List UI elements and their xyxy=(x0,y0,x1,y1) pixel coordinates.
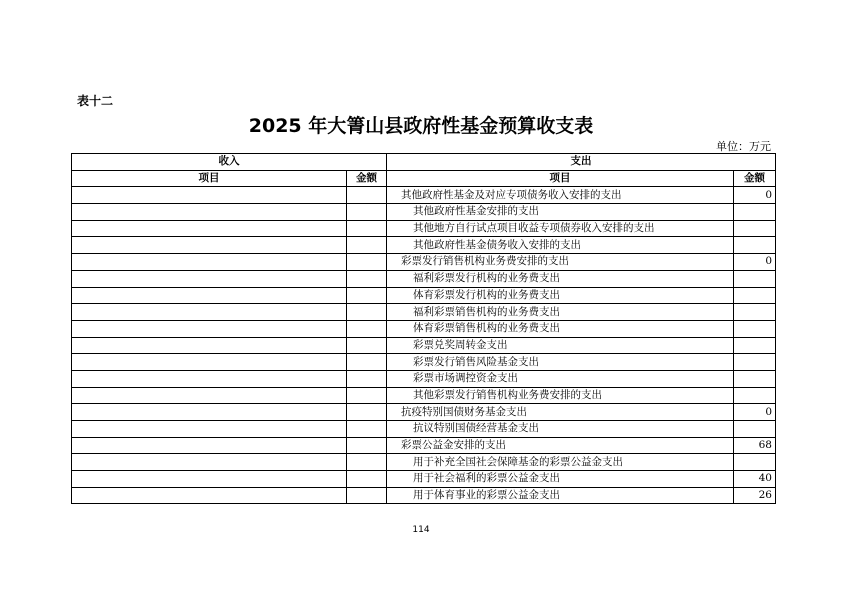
income-item-header: 项目 xyxy=(72,170,347,187)
expense-amount-cell: 40 xyxy=(734,471,776,488)
income-item-cell xyxy=(72,237,347,254)
expense-amount-cell xyxy=(734,421,776,438)
expense-item-cell: 体育彩票发行机构的业务费支出 xyxy=(387,287,734,304)
expense-amount-cell xyxy=(734,387,776,404)
table-row xyxy=(72,421,776,438)
unit-label: 单位：万元 xyxy=(716,140,771,153)
expense-amount-cell xyxy=(734,237,776,254)
expense-amount-cell: 0 xyxy=(734,254,776,271)
table-row xyxy=(72,337,776,354)
income-amount-cell xyxy=(347,487,387,504)
expense-item-cell: 其他地方自行试点项目收益专项债券收入安排的支出 xyxy=(387,220,734,237)
table-row xyxy=(72,254,776,271)
page-title: 2025 年大箐山县政府性基金预算收支表 xyxy=(248,115,594,137)
income-amount-cell xyxy=(347,437,387,454)
income-amount-cell xyxy=(347,454,387,471)
table-row xyxy=(72,270,776,287)
expense-item-cell: 彩票发行销售风险基金支出 xyxy=(387,354,734,371)
header-row-2 xyxy=(72,170,776,187)
income-header: 收入 xyxy=(72,154,387,171)
income-amount-cell xyxy=(347,387,387,404)
expense-amount-cell xyxy=(734,304,776,321)
expense-item-cell: 彩票发行销售机构业务费安排的支出 xyxy=(387,254,734,271)
table-row xyxy=(72,354,776,371)
table-row xyxy=(72,387,776,404)
expense-amount-cell xyxy=(734,370,776,387)
income-item-cell xyxy=(72,320,347,337)
expense-item-cell: 体育彩票销售机构的业务费支出 xyxy=(387,320,734,337)
income-amount-cell xyxy=(347,204,387,221)
expense-amount-cell xyxy=(734,320,776,337)
expense-amount-cell xyxy=(734,354,776,371)
income-item-cell xyxy=(72,421,347,438)
income-item-cell xyxy=(72,254,347,271)
budget-table xyxy=(71,153,776,504)
expense-amount-cell xyxy=(734,270,776,287)
expense-item-cell: 彩票公益金安排的支出 xyxy=(387,437,734,454)
income-amount-cell xyxy=(347,187,387,204)
expense-item-cell: 彩票兑奖周转金支出 xyxy=(387,337,734,354)
expense-item-cell: 用于社会福利的彩票公益金支出 xyxy=(387,471,734,488)
expense-amount-cell: 0 xyxy=(734,187,776,204)
income-amount-cell xyxy=(347,337,387,354)
income-item-cell xyxy=(72,471,347,488)
income-item-cell xyxy=(72,270,347,287)
income-item-cell xyxy=(72,387,347,404)
table-row xyxy=(72,187,776,204)
expense-item-cell: 用于补充全国社会保障基金的彩票公益金支出 xyxy=(387,454,734,471)
income-amount-cell xyxy=(347,237,387,254)
table-row xyxy=(72,220,776,237)
table-id: 表十二 xyxy=(77,94,114,108)
table-row xyxy=(72,471,776,488)
table-row xyxy=(72,320,776,337)
income-item-cell xyxy=(72,454,347,471)
income-amount-cell xyxy=(347,354,387,371)
table-row xyxy=(72,370,776,387)
income-amount-cell xyxy=(347,320,387,337)
table-row xyxy=(72,237,776,254)
income-amount-cell xyxy=(347,287,387,304)
income-item-cell xyxy=(72,370,347,387)
table-row xyxy=(72,404,776,421)
income-item-cell xyxy=(72,304,347,321)
expense-item-cell: 用于体育事业的彩票公益金支出 xyxy=(387,487,734,504)
income-amount-header: 金额 xyxy=(347,170,387,187)
table-row xyxy=(72,487,776,504)
expense-amount-header: 金额 xyxy=(734,170,776,187)
expense-item-cell: 抗疫特别国债财务基金支出 xyxy=(387,404,734,421)
expense-amount-cell xyxy=(734,287,776,304)
table-row xyxy=(72,454,776,471)
expense-item-cell: 其他政府性基金安排的支出 xyxy=(387,204,734,221)
income-item-cell xyxy=(72,437,347,454)
table-row xyxy=(72,287,776,304)
expense-amount-cell: 68 xyxy=(734,437,776,454)
page-number: 114 xyxy=(412,525,430,535)
expense-amount-cell xyxy=(734,454,776,471)
income-item-cell xyxy=(72,404,347,421)
income-amount-cell xyxy=(347,270,387,287)
expense-item-header: 项目 xyxy=(387,170,734,187)
income-item-cell xyxy=(72,187,347,204)
expense-item-cell: 彩票市场调控资金支出 xyxy=(387,370,734,387)
income-amount-cell xyxy=(347,370,387,387)
expense-amount-cell: 0 xyxy=(734,404,776,421)
income-amount-cell xyxy=(347,471,387,488)
expense-amount-cell xyxy=(734,204,776,221)
income-item-cell xyxy=(72,220,347,237)
table-row xyxy=(72,204,776,221)
income-item-cell xyxy=(72,337,347,354)
income-amount-cell xyxy=(347,304,387,321)
income-item-cell xyxy=(72,204,347,221)
income-amount-cell xyxy=(347,254,387,271)
expense-item-cell: 其他政府性基金及对应专项债务收入安排的支出 xyxy=(387,187,734,204)
expense-header: 支出 xyxy=(387,154,776,171)
table-row xyxy=(72,304,776,321)
table-row xyxy=(72,437,776,454)
income-amount-cell xyxy=(347,421,387,438)
expense-item-cell: 抗议特别国债经营基金支出 xyxy=(387,421,734,438)
expense-amount-cell xyxy=(734,337,776,354)
income-item-cell xyxy=(72,287,347,304)
expense-amount-cell xyxy=(734,220,776,237)
expense-item-cell: 福利彩票发行机构的业务费支出 xyxy=(387,270,734,287)
income-amount-cell xyxy=(347,404,387,421)
income-amount-cell xyxy=(347,220,387,237)
expense-amount-cell: 26 xyxy=(734,487,776,504)
expense-item-cell: 福利彩票销售机构的业务费支出 xyxy=(387,304,734,321)
header-row-1 xyxy=(72,154,776,171)
expense-item-cell: 其他政府性基金债务收入安排的支出 xyxy=(387,237,734,254)
income-item-cell xyxy=(72,487,347,504)
expense-item-cell: 其他彩票发行销售机构业务费安排的支出 xyxy=(387,387,734,404)
income-item-cell xyxy=(72,354,347,371)
